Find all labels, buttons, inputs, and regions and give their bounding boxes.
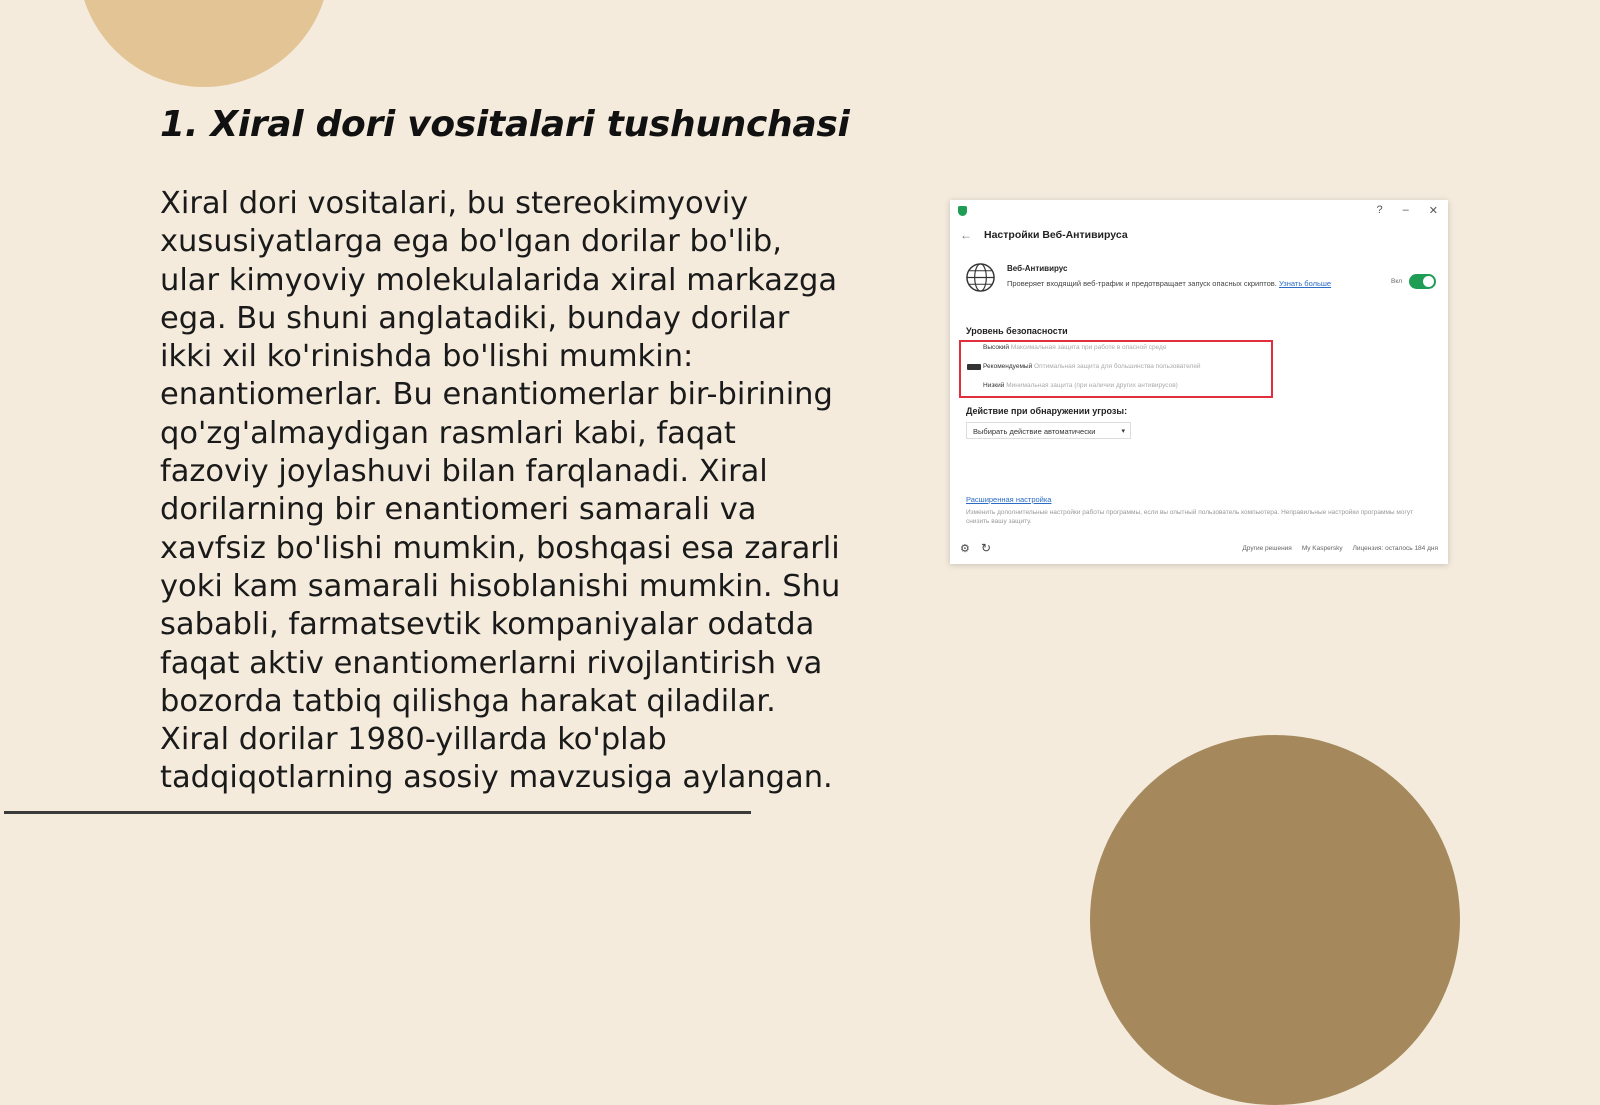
security-option-desc: Максимальная защита при работе в опасной среде xyxy=(1010,344,1167,351)
toggle-label: Вкл xyxy=(1391,278,1403,285)
advanced-settings-link[interactable]: Расширенная настройка xyxy=(966,495,1052,504)
web-antivirus-toggle[interactable] xyxy=(1409,274,1436,289)
security-option-name: Высокий xyxy=(983,344,1010,351)
threat-action-value: Выбирать действие автоматически xyxy=(973,427,1096,436)
chevron-down-icon: ▾ xyxy=(1121,428,1125,435)
globe-icon xyxy=(965,262,996,293)
window-titlebar xyxy=(950,200,1448,222)
footer-link-license[interactable]: Лицензия: осталось 184 дня xyxy=(1352,545,1438,552)
footer-links xyxy=(1242,545,1438,552)
feature-description-text: Проверяет входящий веб-трафик и предотвращает запуск опасных скриптов. xyxy=(1007,279,1277,288)
settings-header xyxy=(960,228,1128,242)
window-controls xyxy=(1377,204,1438,217)
settings-heading: Настройки Веб-Антивируса xyxy=(984,229,1128,241)
security-option-low[interactable] xyxy=(983,382,1178,389)
security-option-recommended[interactable] xyxy=(983,363,1201,370)
slide-body-text: Xiral dori vositalari, bu stereokimyoviy xususiyatlarga ega bo'lgan dorilar bo'lib, ular kimyoviy molekulalarida xiral markazga ega. Bu shuni anglatadiki, bunday dorilar ikki xil ko'rinishda bo'lishi mumkin: enantiomerlar. Bu enantiomerlar bir-birining qo'zg'almaydigan rasmlari kabi, faqat fazoviy joylashuvi bilan farqlanadi. Xiral dorilarning bir enantiomeri samarali va xavfsiz bo'lishi mumkin, boshqasi esa zararli yoki kam samarali hisoblanishi mumkin. Shu sababli, farmatsevtik kompaniyalar odatda faqat aktiv enantiomerlarni rivojlantirish va bozorda tatbiq qilishga harakat qiladilar. Xiral dorilar 1980-yillarda ko'plab tadqiqotlarning asosiy mavzusiga aylangan. xyxy=(160,186,841,796)
antivirus-settings-screenshot xyxy=(950,200,1448,564)
back-arrow-icon[interactable]: ← xyxy=(960,228,972,242)
security-option-desc: Оптимальная защита для большинства пользователей xyxy=(1034,363,1201,370)
gear-icon[interactable]: ⚙ xyxy=(960,543,970,555)
feature-name: Веб-Антивирус xyxy=(1007,264,1068,273)
security-option-desc: Минимальная защита (при наличии других антивирусов) xyxy=(1006,382,1178,389)
decorative-circle-bottom xyxy=(1090,735,1460,1105)
security-option-name: Рекомендуемый xyxy=(983,363,1033,370)
footer-link-other-solutions[interactable]: Другие решения xyxy=(1242,545,1292,552)
shield-icon xyxy=(958,206,967,216)
security-level-title: Уровень безопасности xyxy=(966,326,1068,336)
threat-action-title: Действие при обнаружении угрозы: xyxy=(966,406,1128,416)
decorative-circle-top xyxy=(78,0,330,87)
minimize-button[interactable]: – xyxy=(1402,204,1409,216)
threat-action-select[interactable] xyxy=(966,422,1131,439)
feature-description xyxy=(1007,278,1367,289)
security-option-high[interactable] xyxy=(983,344,1166,351)
advanced-settings-description: Изменить дополнительные настройки работы программы, если вы опытный пользователь компьютера. Неправильные настройки программы могут снизить вашу защиту. xyxy=(966,509,1414,525)
slide-title: 1. Xiral dori vositalari tushunchasi xyxy=(160,104,850,145)
divider-line xyxy=(4,811,751,814)
security-option-name: Низкий xyxy=(983,382,1005,389)
footer-link-my-kaspersky[interactable]: My Kaspersky xyxy=(1301,545,1343,552)
help-button[interactable]: ? xyxy=(1376,204,1383,216)
window-footer xyxy=(950,540,1448,560)
refresh-icon[interactable]: ↻ xyxy=(981,541,992,555)
security-level-slider-handle[interactable] xyxy=(967,364,981,370)
close-button[interactable]: ✕ xyxy=(1428,205,1438,217)
learn-more-link[interactable]: Узнать больше xyxy=(1278,279,1332,288)
